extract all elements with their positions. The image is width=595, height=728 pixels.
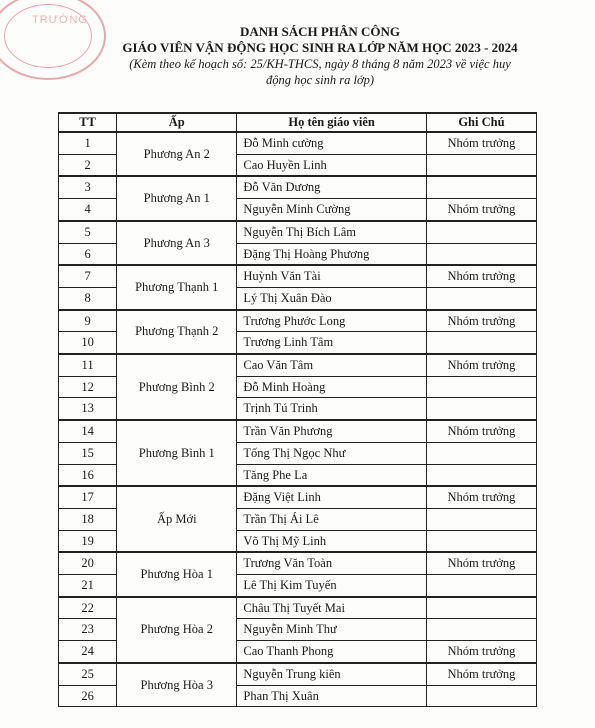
teacher-name: Huỳnh Văn Tài: [237, 265, 426, 287]
note-cell: [426, 243, 536, 265]
row-number: 8: [59, 287, 117, 309]
table-body: [59, 132, 537, 707]
hamlet-name: Phương Hòa 1: [117, 552, 237, 596]
note-cell: [426, 332, 536, 354]
teacher-name: Đỗ Minh cường: [237, 132, 426, 154]
row-number: 1: [59, 132, 117, 154]
note-cell: Nhóm trưởng: [426, 641, 536, 663]
stamp-text: TRƯỜNG: [32, 14, 88, 26]
note-cell: [426, 597, 536, 619]
teacher-name: Châu Thị Tuyết Mai: [237, 597, 426, 619]
row-number: 13: [59, 398, 117, 420]
row-number: 2: [59, 154, 117, 176]
hamlet-name: Phương An 2: [117, 132, 237, 176]
note-cell: Nhóm trưởng: [426, 265, 536, 287]
teacher-name: Tăng Phe La: [237, 464, 426, 486]
note-cell: [426, 176, 536, 198]
hamlet-name: Phương Hòa 2: [117, 597, 237, 663]
teacher-name: Nguyễn Thị Bích Lâm: [237, 221, 426, 243]
teacher-name: Trần Thị Ái Lê: [237, 508, 426, 530]
row-number: 22: [59, 597, 117, 619]
table-header-row: [59, 113, 537, 132]
note-cell: Nhóm trưởng: [426, 420, 536, 442]
note-cell: [426, 398, 536, 420]
teacher-name: Võ Thị Mỹ Linh: [237, 530, 426, 552]
hamlet-name: Phương An 1: [117, 176, 237, 220]
note-cell: [426, 619, 536, 641]
row-number: 6: [59, 243, 117, 265]
row-number: 12: [59, 376, 117, 398]
row-number: 15: [59, 442, 117, 464]
row-number: 5: [59, 221, 117, 243]
row-number: 18: [59, 508, 117, 530]
column-header-note: Ghi Chú: [426, 113, 536, 132]
teacher-name: Trịnh Tú Trinh: [237, 398, 426, 420]
column-header-ap: Ấp: [117, 113, 237, 132]
teacher-name: Đặng Thị Hoàng Phương: [237, 243, 426, 265]
hamlet-name: Phương An 3: [117, 221, 237, 265]
row-number: 4: [59, 199, 117, 221]
row-number: 20: [59, 552, 117, 574]
table-row: [59, 132, 537, 154]
row-number: 19: [59, 530, 117, 552]
row-number: 17: [59, 486, 117, 508]
hamlet-name: Phương Thạnh 2: [117, 310, 237, 354]
table-row: [59, 265, 537, 287]
teacher-name: Lê Thị Kim Tuyến: [237, 575, 426, 597]
teacher-assignment-table: [58, 112, 537, 707]
teacher-name: Đỗ Văn Dương: [237, 176, 426, 198]
teacher-name: Nguyễn Trung kiên: [237, 663, 426, 685]
teacher-name: Trần Văn Phương: [237, 420, 426, 442]
note-cell: [426, 442, 536, 464]
note-cell: [426, 575, 536, 597]
row-number: 23: [59, 619, 117, 641]
hamlet-name: Phương Thạnh 1: [117, 265, 237, 309]
teacher-name: Phan Thị Xuân: [237, 685, 426, 707]
row-number: 21: [59, 575, 117, 597]
teacher-name: Lý Thị Xuân Đào: [237, 287, 426, 309]
note-cell: [426, 530, 536, 552]
note-cell: Nhóm trưởng: [426, 486, 536, 508]
teacher-name: Trương Linh Tâm: [237, 332, 426, 354]
table-row: [59, 310, 537, 332]
note-cell: Nhóm trưởng: [426, 354, 536, 376]
teacher-name: Trương Phước Long: [237, 310, 426, 332]
table-row: [59, 663, 537, 685]
row-number: 24: [59, 641, 117, 663]
table-row: [59, 176, 537, 198]
teacher-name: Trương Văn Toàn: [237, 552, 426, 574]
note-cell: [426, 376, 536, 398]
note-cell: [426, 221, 536, 243]
teacher-name: Cao Văn Tâm: [237, 354, 426, 376]
hamlet-name: Phương Bình 2: [117, 354, 237, 420]
note-cell: [426, 464, 536, 486]
note-cell: [426, 508, 536, 530]
note-cell: Nhóm trưởng: [426, 310, 536, 332]
note-cell: Nhóm trưởng: [426, 199, 536, 221]
document-header: [60, 24, 580, 88]
row-number: 14: [59, 420, 117, 442]
note-cell: [426, 287, 536, 309]
row-number: 10: [59, 332, 117, 354]
column-header-name: Họ tên giáo viên: [237, 113, 426, 132]
teacher-name: Đặng Việt Linh: [237, 486, 426, 508]
note-cell: [426, 685, 536, 707]
hamlet-name: Phương Hòa 3: [117, 663, 237, 707]
note-cell: Nhóm trưởng: [426, 132, 536, 154]
teacher-name: Nguyễn Minh Thư: [237, 619, 426, 641]
document-title: DANH SÁCH PHÂN CÔNG: [240, 24, 400, 39]
table-row: [59, 354, 537, 376]
teacher-name: Cao Thanh Phong: [237, 641, 426, 663]
row-number: 3: [59, 176, 117, 198]
table-row: [59, 221, 537, 243]
row-number: 7: [59, 265, 117, 287]
document-reference-line-1: (Kèm theo kế hoạch số: 25/KH-THCS, ngày 8 tháng 8 năm 2023 về việc huy: [129, 57, 511, 71]
row-number: 26: [59, 685, 117, 707]
teacher-name: Nguyễn Minh Cường: [237, 199, 426, 221]
table-row: [59, 420, 537, 442]
row-number: 16: [59, 464, 117, 486]
row-number: 9: [59, 310, 117, 332]
hamlet-name: Phương Bình 1: [117, 420, 237, 486]
teacher-name: Đỗ Minh Hoàng: [237, 376, 426, 398]
document-reference-line-2: động học sinh ra lớp): [265, 73, 375, 87]
document-subtitle-title: GIÁO VIÊN VẬN ĐỘNG HỌC SINH RA LỚP NĂM HỌC 2023 - 2024: [122, 40, 518, 55]
hamlet-name: Ấp Mới: [117, 486, 237, 552]
row-number: 25: [59, 663, 117, 685]
note-cell: Nhóm trưởng: [426, 552, 536, 574]
note-cell: [426, 154, 536, 176]
note-cell: Nhóm trưởng: [426, 663, 536, 685]
table-row: [59, 597, 537, 619]
table-row: [59, 486, 537, 508]
table-row: [59, 552, 537, 574]
column-header-tt: TT: [59, 113, 117, 132]
teacher-name: Cao Huyền Linh: [237, 154, 426, 176]
row-number: 11: [59, 354, 117, 376]
teacher-name: Tống Thị Ngọc Như: [237, 442, 426, 464]
